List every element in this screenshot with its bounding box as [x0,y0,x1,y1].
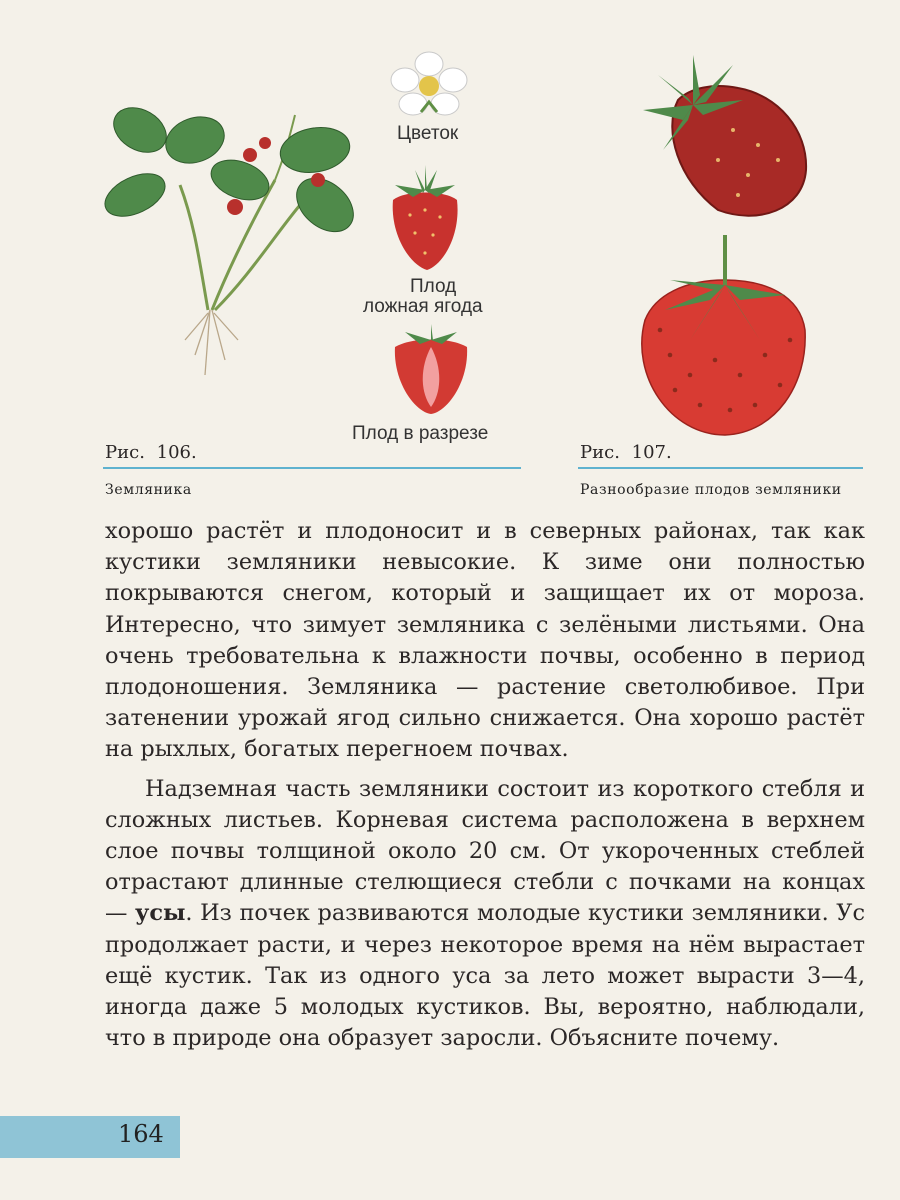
page-number: 164 [118,1120,164,1148]
fig106-rule [103,467,521,469]
fruit-label-line1: Плод [410,276,457,297]
fruit-label-line2: ложная ягода [363,296,483,317]
fig107-number: 107. [631,442,672,463]
fig107-prefix: Рис. [580,442,620,463]
paragraph-2-part-2: . Из почек развиваются молодые кустики земляники. Ус продолжает расти, и через некоторое время на нём вырастает ещё кустик. Так из одного уса за лето может вырасти 3—4, иногда даже 5 молодых кустиков. Вы, вероятно, наблюдали, что в природе она образует заросли. Объясните почему. [105,900,865,1052]
body-text [105,516,865,1054]
strawberry-section-illustration [390,322,472,417]
strawberry-flower-illustration [385,50,473,118]
strawberry-variety-top-illustration [638,50,813,225]
flower-label: Цветок [397,123,459,144]
strawberry-fruit-illustration [385,165,465,275]
paragraph-1: хорошо растёт и плодоносит и в северных районах, так как кустики земляники невысокие. К зиме они полностью покрываются снегом, который и защищает их от мороза. Интересно, что зимует земляника с зелёными листьями. Она очень требовательна к влажности почвы, особенно в период плодоношения. Земляника — растение светолюбивое. При затенении урожай ягод сильно снижается. Она хорошо растёт на рыхлых, богатых перегноем почвах. [105,518,865,763]
fig106-prefix: Рис. [105,442,145,463]
paragraph-2-part-1: Надземная часть земляники состоит из короткого стебля и сложных листьев. Корневая система расположена в верхнем слое почвы толщиной около 20 см. От укороченных стеблей отрастают длинные стелющиеся стебли с почками на концах — [105,775,865,927]
fig107-title: Разнообразие плодов земляники [580,482,842,498]
fig107-caption [580,442,672,463]
section-label: Плод в разрезе [352,423,489,444]
fig106-caption [105,442,197,463]
fig106-title: Земляника [105,482,192,498]
paragraph-2 [105,774,865,1055]
strawberry-plant-illustration [100,95,365,385]
strawberry-variety-bottom-illustration [630,235,810,440]
fig107-rule [578,467,863,469]
term-usy: усы [134,900,186,927]
fig106-number: 106. [156,442,197,463]
